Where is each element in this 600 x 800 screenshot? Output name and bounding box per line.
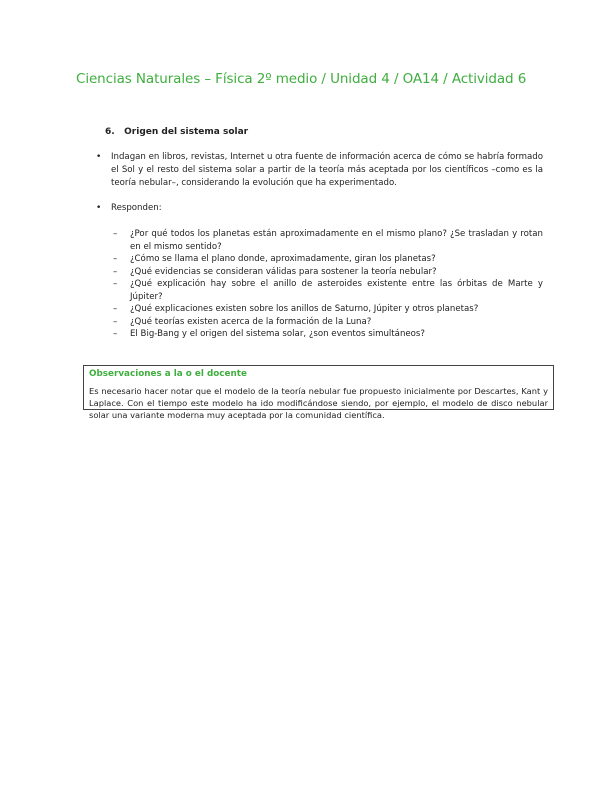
- question-item: – ¿Qué teorías existen acerca de la formación de la Luna?: [113, 316, 543, 329]
- section-heading: [105, 127, 248, 137]
- question-item: – ¿Cómo se llama el plano donde, aproximadamente, giran los planetas?: [113, 253, 543, 266]
- observations-text: Es necesario hacer notar que el modelo de la teoría nebular fue propuesto inicialmente por Descartes, Kant y Laplace. Con el tiempo este modelo ha ido modificándose siendo, por ejemplo, el modelo de disco nebular solar una variante moderna muy aceptada por la comunidad científica.: [89, 386, 548, 420]
- question-list: [113, 228, 543, 341]
- teacher-observations-box: [83, 365, 554, 420]
- question-item: – ¿Qué explicación hay sobre el anillo de asteroides existente entre las órbitas de Marte y Júpiter?: [113, 278, 543, 303]
- question-item: – El Big-Bang y el origen del sistema solar, ¿son eventos simultáneos?: [113, 328, 543, 341]
- bullet-list: [96, 151, 543, 227]
- page-header: Ciencias Naturales – Física 2º medio / Unidad 4 / OA14 / Actividad 6: [76, 71, 527, 87]
- section-number: 6.: [105, 127, 115, 137]
- bullet-item-indagan: • Indagan en libros, revistas, Internet u otra fuente de información acerca de cómo se habría formado el Sol y el resto del sistema solar a partir de la teoría más aceptada por los científicos –como es la teoría nebular–, considerando la evolución que ha experimentado.: [96, 151, 543, 190]
- question-item: – ¿Qué explicaciones existen sobre los anillos de Saturno, Júpiter y otros planetas?: [113, 303, 543, 316]
- question-item: – ¿Qué evidencias se consideran válidas para sostener la teoría nebular?: [113, 266, 543, 279]
- section-title: Origen del sistema solar: [124, 127, 249, 137]
- question-item: – ¿Por qué todos los planetas están aproximadamente en el mismo plano? ¿Se trasladan y rotan en el mismo sentido?: [113, 228, 543, 253]
- bullet-item-responden: • Responden:: [96, 202, 543, 215]
- observations-title: Observaciones a la o el docente: [89, 369, 247, 379]
